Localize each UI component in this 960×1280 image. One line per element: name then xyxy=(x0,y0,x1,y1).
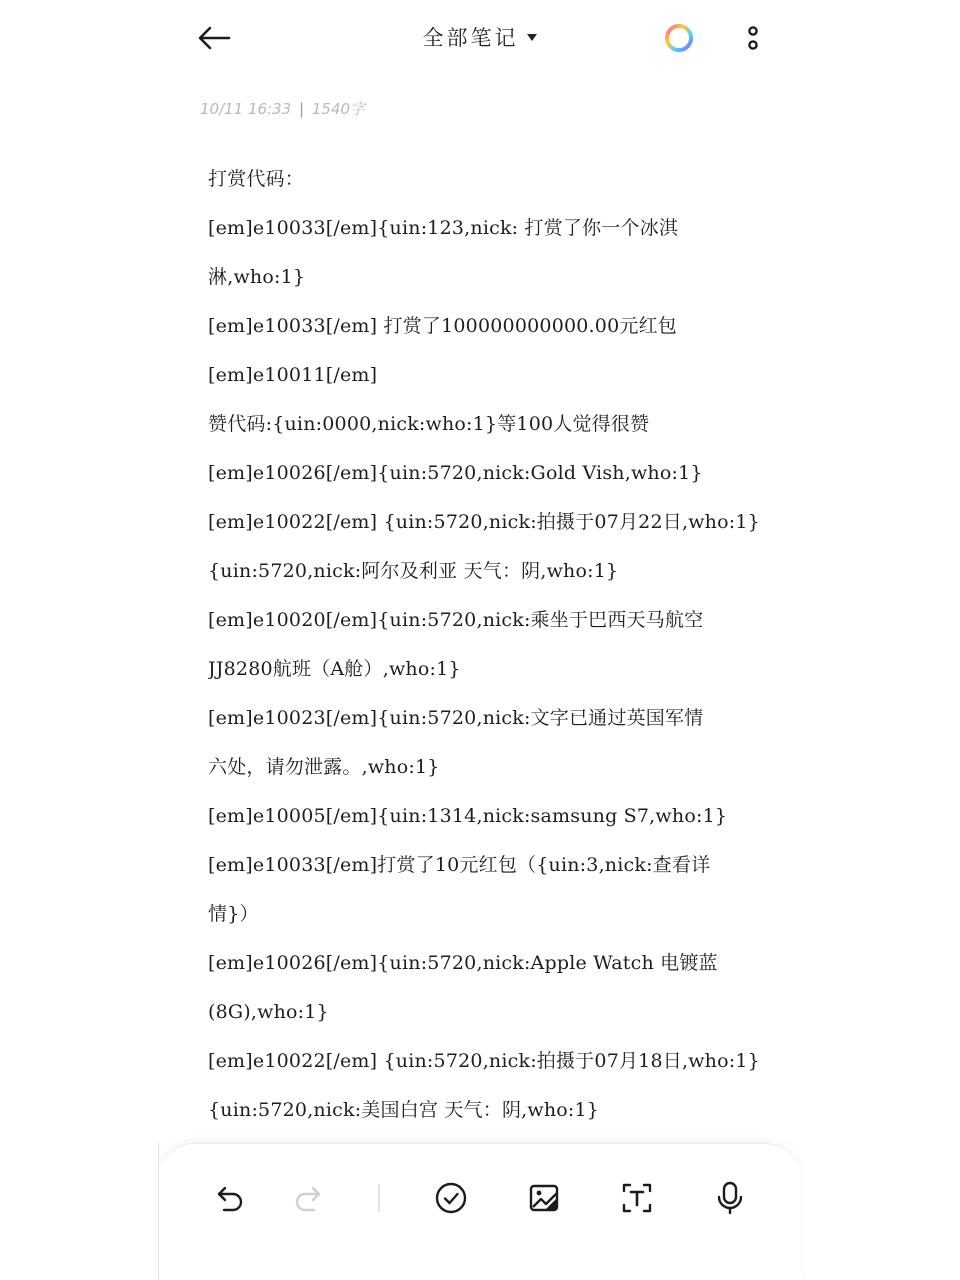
note-line: [em]e10005[/em]{uin:1314,nick:samsung S7,who:1} xyxy=(208,805,728,827)
microphone-icon xyxy=(713,1180,747,1216)
checklist-button[interactable] xyxy=(429,1176,473,1220)
note-line: [em]e10011[/em] xyxy=(208,364,378,386)
top-bar xyxy=(158,0,801,76)
note-line: 打赏代码： xyxy=(208,168,305,190)
text-recognition-button[interactable] xyxy=(615,1176,659,1220)
toolbar-divider xyxy=(378,1184,380,1212)
note-line: [em]e10022[/em] {uin:5720,nick:拍摄于07月18日,who:1} xyxy=(208,1050,760,1072)
text-scan-icon xyxy=(620,1181,654,1215)
note-line: [em]e10020[/em]{uin:5720,nick:乘坐于巴西天马航空 xyxy=(208,609,704,631)
note-meta xyxy=(200,98,365,119)
note-line: {uin:5720,nick:阿尔及利亚 天气：阴,who:1} xyxy=(208,560,619,582)
note-line: [em]e10026[/em]{uin:5720,nick:Apple Watch 电镀蓝 xyxy=(208,952,718,974)
color-ring-icon xyxy=(663,22,695,54)
redo-icon xyxy=(292,1182,324,1214)
note-body[interactable] xyxy=(208,155,768,1135)
note-line: [em]e10033[/em]{uin:123,nick: 打赏了你一个冰淇 xyxy=(208,217,679,239)
voice-input-button[interactable] xyxy=(708,1176,752,1220)
editor-toolbar xyxy=(158,1143,801,1280)
insert-image-button[interactable] xyxy=(522,1176,566,1220)
note-line: 淋,who:1} xyxy=(208,266,306,288)
note-line: {uin:5720,nick:美国白宫 天气：阴,who:1} xyxy=(208,1099,600,1121)
image-icon xyxy=(527,1181,561,1215)
caret-down-icon xyxy=(527,34,537,41)
note-editor-screen xyxy=(158,0,801,1280)
note-line: JJ8280航班（A舱）,who:1} xyxy=(208,658,461,680)
undo-button[interactable] xyxy=(208,1176,252,1220)
note-word-count: 1540字 xyxy=(311,100,366,118)
note-line: (8G),who:1} xyxy=(208,1001,329,1023)
note-line: [em]e10022[/em] {uin:5720,nick:拍摄于07月22日,who:1} xyxy=(208,511,760,533)
page-title: 全部笔记 xyxy=(422,26,519,50)
meta-separator: | xyxy=(299,100,305,118)
note-timestamp: 10/11 16:33 xyxy=(200,100,292,118)
notes-folder-dropdown[interactable] xyxy=(158,22,801,52)
note-line: 情}） xyxy=(208,903,259,925)
note-line: 六处，请勿泄露。,who:1} xyxy=(208,756,440,778)
undo-icon xyxy=(214,1182,246,1214)
toolbar-left-edge xyxy=(158,1143,159,1280)
more-vertical-icon xyxy=(746,23,760,53)
redo-button[interactable] xyxy=(286,1176,330,1220)
note-line: [em]e10033[/em]打赏了10元红包（{uin:3,nick:查看详 xyxy=(208,854,711,876)
note-line: [em]e10023[/em]{uin:5720,nick:文字已通过英国军情 xyxy=(208,707,704,729)
note-line: [em]e10026[/em]{uin:5720,nick:Gold Vish,who:1} xyxy=(208,462,703,484)
note-line: [em]e10033[/em] 打赏了100000000000.00元红包 xyxy=(208,315,677,337)
theme-color-button[interactable] xyxy=(663,22,695,54)
check-circle-icon xyxy=(434,1181,468,1215)
note-line: 赞代码:{uin:0000,nick:who:1}等100人觉得很赞 xyxy=(208,413,650,435)
more-options-button[interactable] xyxy=(738,20,768,56)
